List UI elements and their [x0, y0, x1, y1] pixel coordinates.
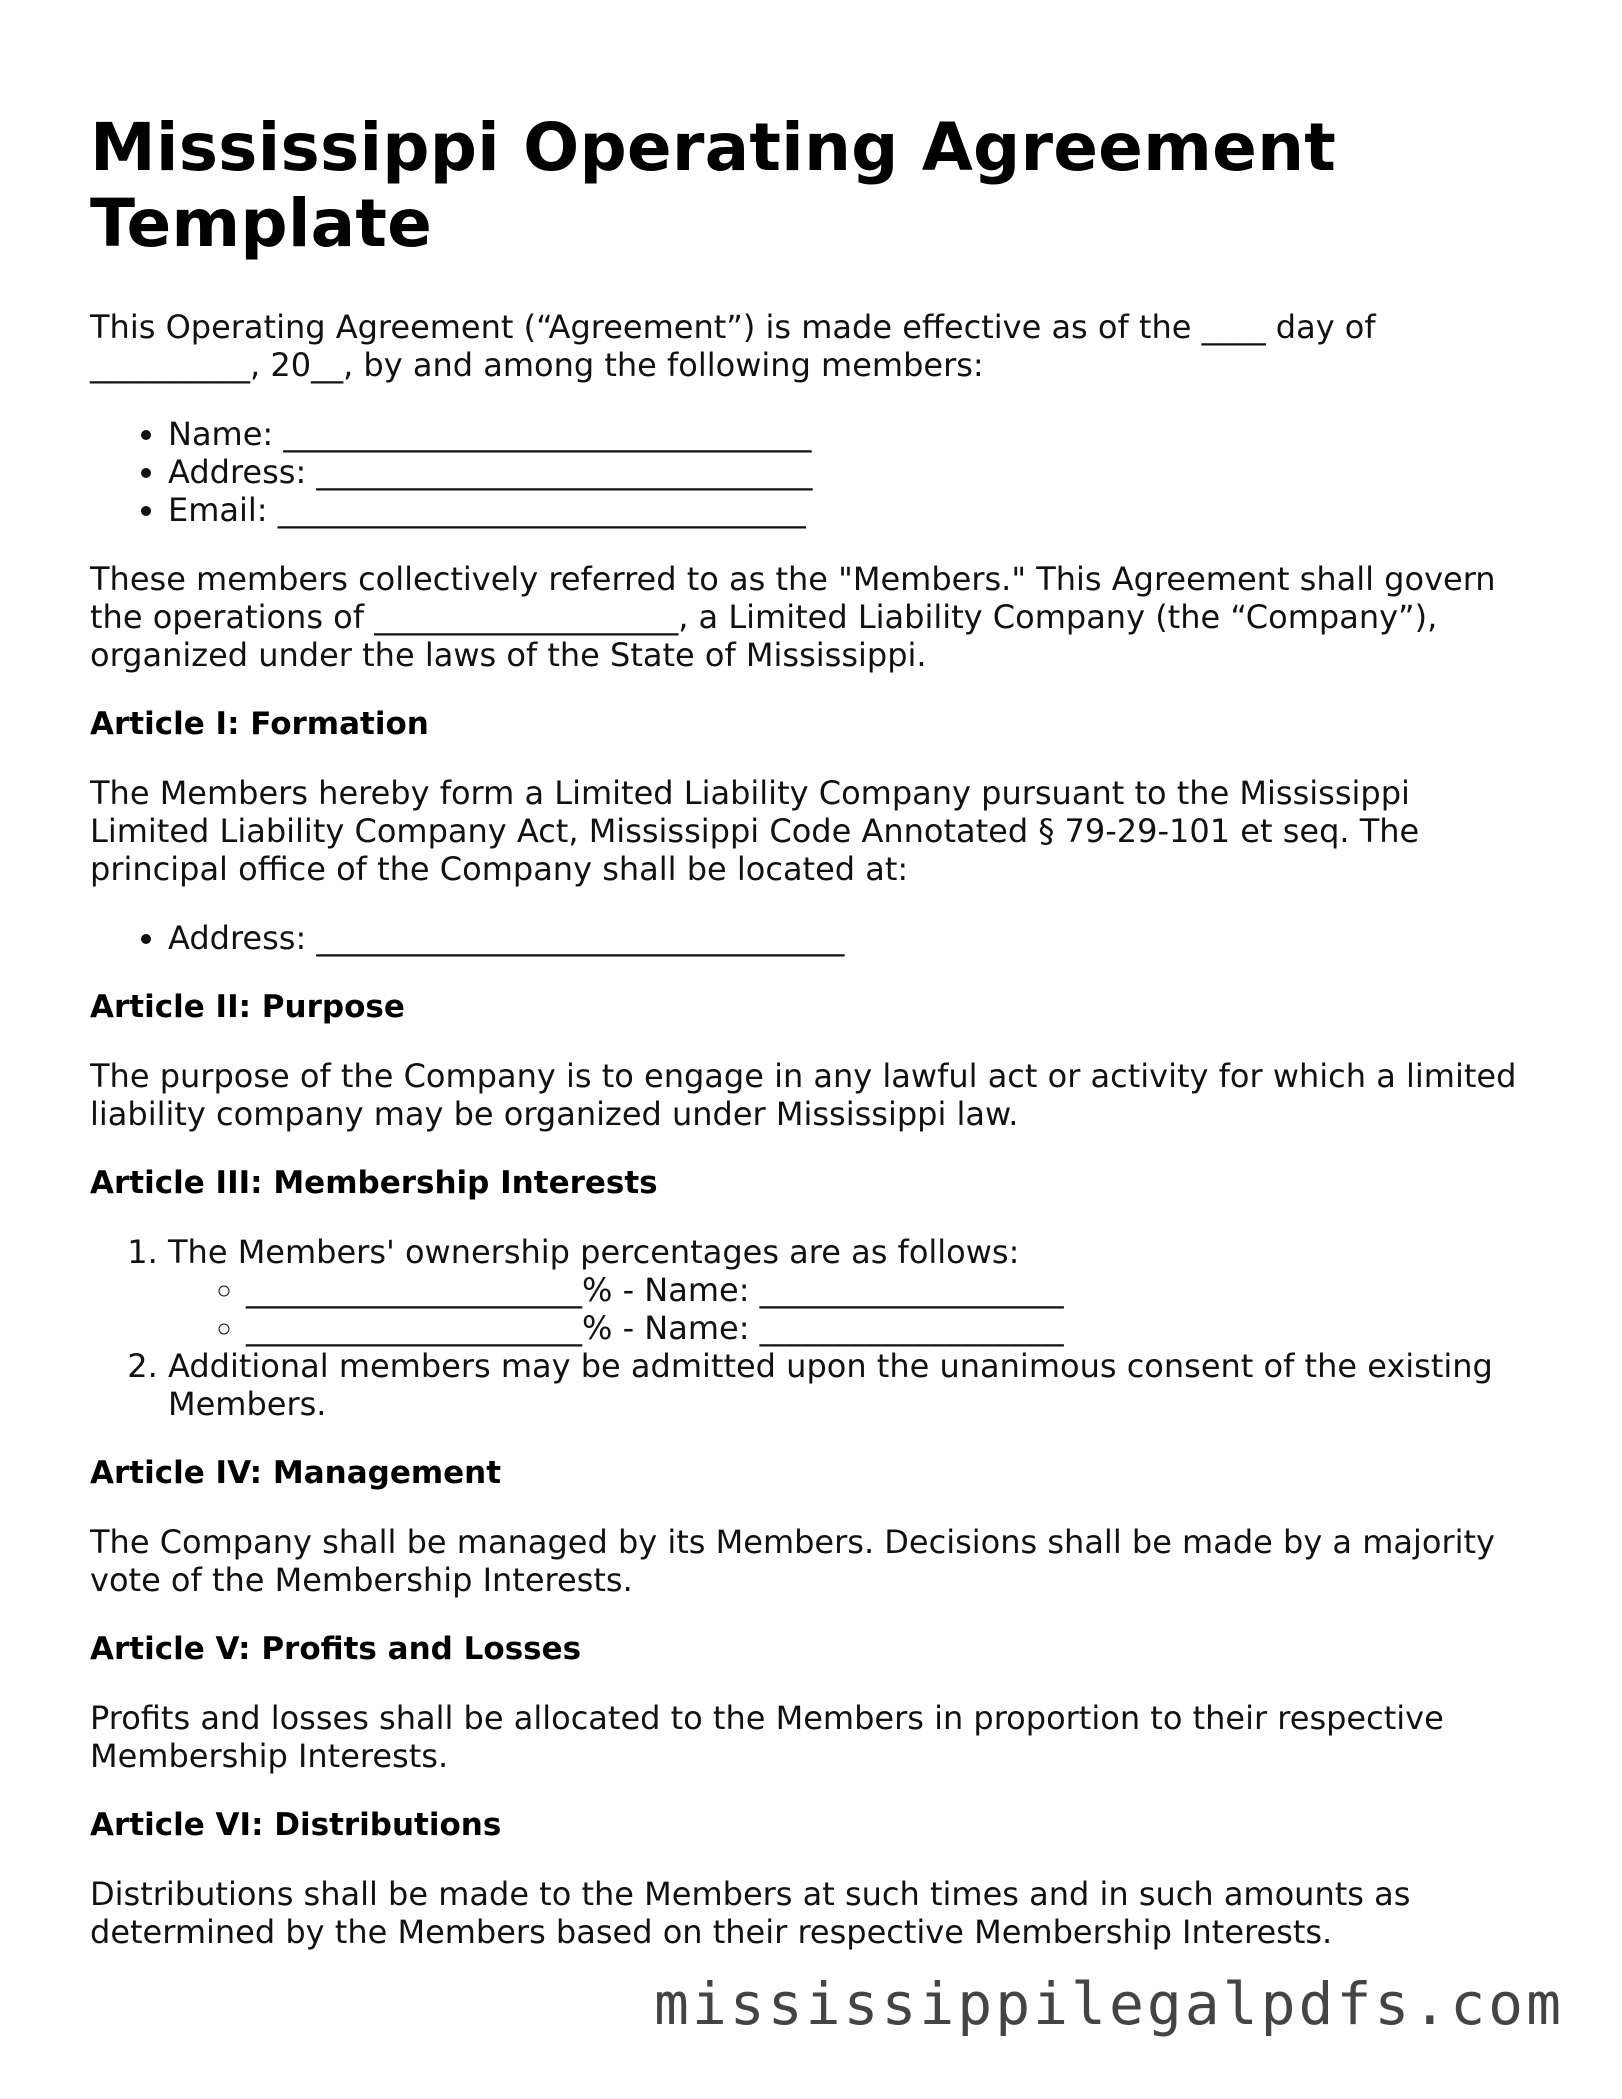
article-4-heading: Article IV: Management	[90, 1455, 502, 1491]
member-fields-list	[90, 415, 1530, 529]
ownership-line: ◦ _____________________% - Name: ___________________	[246, 1309, 1530, 1347]
document-page	[90, 110, 1530, 1982]
membership-interests-list	[90, 1233, 1530, 1423]
intro-paragraph: This Operating Agreement (“Agreement”) is made effective as of the ____ day of __________, 20__, by and among the following members:	[90, 308, 1376, 384]
article-2-heading: Article II: Purpose	[90, 989, 405, 1025]
article-1-text: The Members hereby form a Limited Liability Company pursuant to the Mississippi Limited Liability Company Act, Mississippi Code Annotated § 79-29-101 et seq. The principal office of the Company shall be located at:	[90, 774, 1420, 888]
article-5-text: Profits and losses shall be allocated to the Members in proportion to their respective Membership Interests.	[90, 1699, 1444, 1775]
article-1-heading: Article I: Formation	[90, 706, 429, 742]
ownership-lines-list	[168, 1271, 1530, 1347]
office-address-field: • Address: _________________________________	[168, 919, 1530, 957]
article-4-text: The Company shall be managed by its Members. Decisions shall be made by a majority vote of the Membership Interests.	[90, 1523, 1495, 1599]
additional-members-item: 2. Additional members may be admitted upon the unanimous consent of the existing Members.	[168, 1347, 1530, 1423]
member-address-field: • Address: _______________________________	[168, 453, 1530, 491]
article-5-heading: Article V: Profits and Losses	[90, 1631, 582, 1667]
article-3-heading: Article III: Membership Interests	[90, 1165, 658, 1201]
ownership-item	[168, 1233, 1530, 1347]
article-2-text: The purpose of the Company is to engage in any lawful act or activity for which a limited liability company may be organized under Mississippi law.	[90, 1057, 1517, 1133]
member-email-field: • Email: _________________________________	[168, 491, 1530, 529]
article-6-heading: Article VI: Distributions	[90, 1807, 502, 1843]
office-address-list	[90, 919, 1530, 957]
ownership-line: ◦ _____________________% - Name: ___________________	[246, 1271, 1530, 1309]
article-6-text: Distributions shall be made to the Members at such times and in such amounts as determined by the Members based on their respective Membership Interests.	[90, 1875, 1411, 1951]
ownership-item-text: The Members' ownership percentages are as follows:	[168, 1233, 1020, 1271]
members-paragraph: These members collectively referred to as the "Members." This Agreement shall govern the operations of ___________________, a Limited Liability Company (the “Company”), organized under the laws of the State of Mississippi.	[90, 560, 1496, 674]
document-title: Mississippi Operating Agreement Template	[90, 109, 1337, 262]
member-name-field: • Name: _________________________________	[168, 415, 1530, 453]
watermark-text: mississippilegalpdfs.com	[653, 1970, 1564, 2038]
